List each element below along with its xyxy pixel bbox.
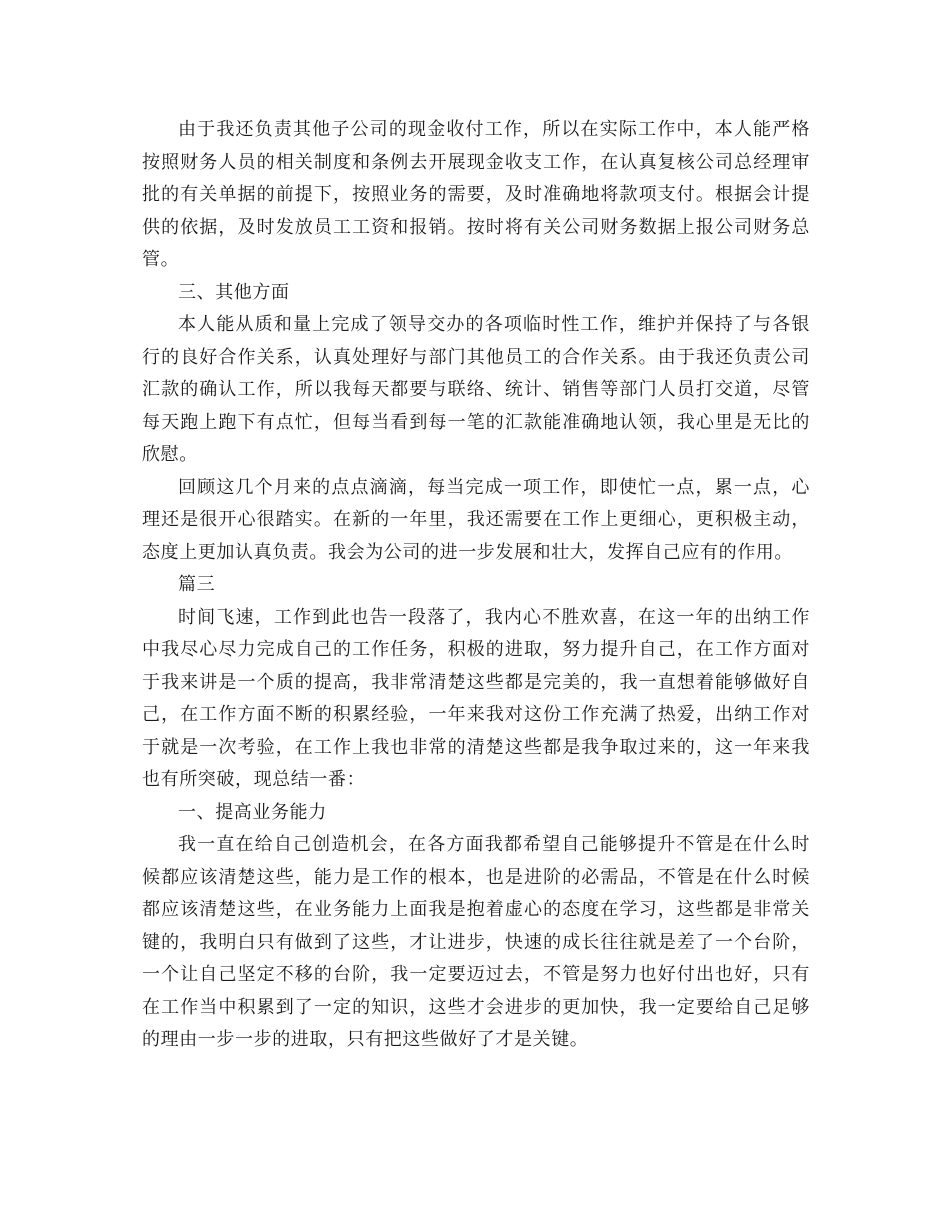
section-heading-part-three: 篇三 xyxy=(178,574,216,595)
section-heading-other-aspects: 三、其他方面 xyxy=(178,281,290,303)
section-heading-improve-ability: 一、提高业务能力 xyxy=(178,801,327,823)
paragraph-improve-ability: 我一直在给自己创造机会，在各方面我都希望自己能够提升不管是在什么时候都应该清楚这些，能力是工作的根本，也是进阶的必需品，不管是在什么时候都应该清楚这些，在业务能力上面我是抱着虚心的态度在学习，这些都是非常关键的，我明白只有做到了这些，才让进步，快速的成长往往就是差了一个台阶，一个让自己坚定不移的台阶，我一定要迈过去，不管是努力也好付出也好，只有在工作当中积累到了一定的知识，这些才会进步的更加快，我一定要给自己足够的理由一步一步的进取，只有把这些做好了才是关键。 xyxy=(142,834,810,1050)
paragraph-review: 回顾这几个月来的点点滴滴，每当完成一项工作，即使忙一点，累一点，心理还是很开心很踏实。在新的一年里，我还需要在工作上更细心，更积极主动，态度上更加认真负责。我会为公司的进一步发展和壮大，发挥自己应有的作用。 xyxy=(142,476,810,563)
document-body xyxy=(142,114,810,1057)
paragraph-cash-payments: 由于我还负责其他子公司的现金收付工作，所以在实际工作中，本人能严格按照财务人员的相关制度和条例去开展现金收支工作，在认真复核公司总经理审批的有关单据的前提下，按照业务的需要，及时准确地将款项支付。根据会计提供的依据，及时发放员工工资和报销。按时将有关公司财务数据上报公司财务总管。 xyxy=(142,119,810,270)
paragraph-temporary-tasks: 本人能从质和量上完成了领导交办的各项临时性工作，维护并保持了与各银行的良好合作关系，认真处理好与部门其他员工的合作关系。由于我还负责公司汇款的确认工作，所以我每天都要与联络、统计、销售等部门人员打交道，尽管每天跑上跑下有点忙，但每当看到每一笔的汇款能准确地认领，我心里是无比的欣慰。 xyxy=(142,314,810,465)
paragraph-year-summary: 时间飞速，工作到此也告一段落了，我内心不胜欢喜，在这一年的出纳工作中我尽心尽力完成自己的工作任务，积极的进取，努力提升自己，在工作方面对于我来讲是一个质的提高，我非常清楚这些都是完美的，我一直想着能够做好自己，在工作方面不断的积累经验，一年来我对这份工作充满了热爱，出纳工作对于就是一次考验，在工作上我也非常的清楚这些都是我争取过来的，这一年来我也有所突破，现总结一番： xyxy=(142,606,810,790)
